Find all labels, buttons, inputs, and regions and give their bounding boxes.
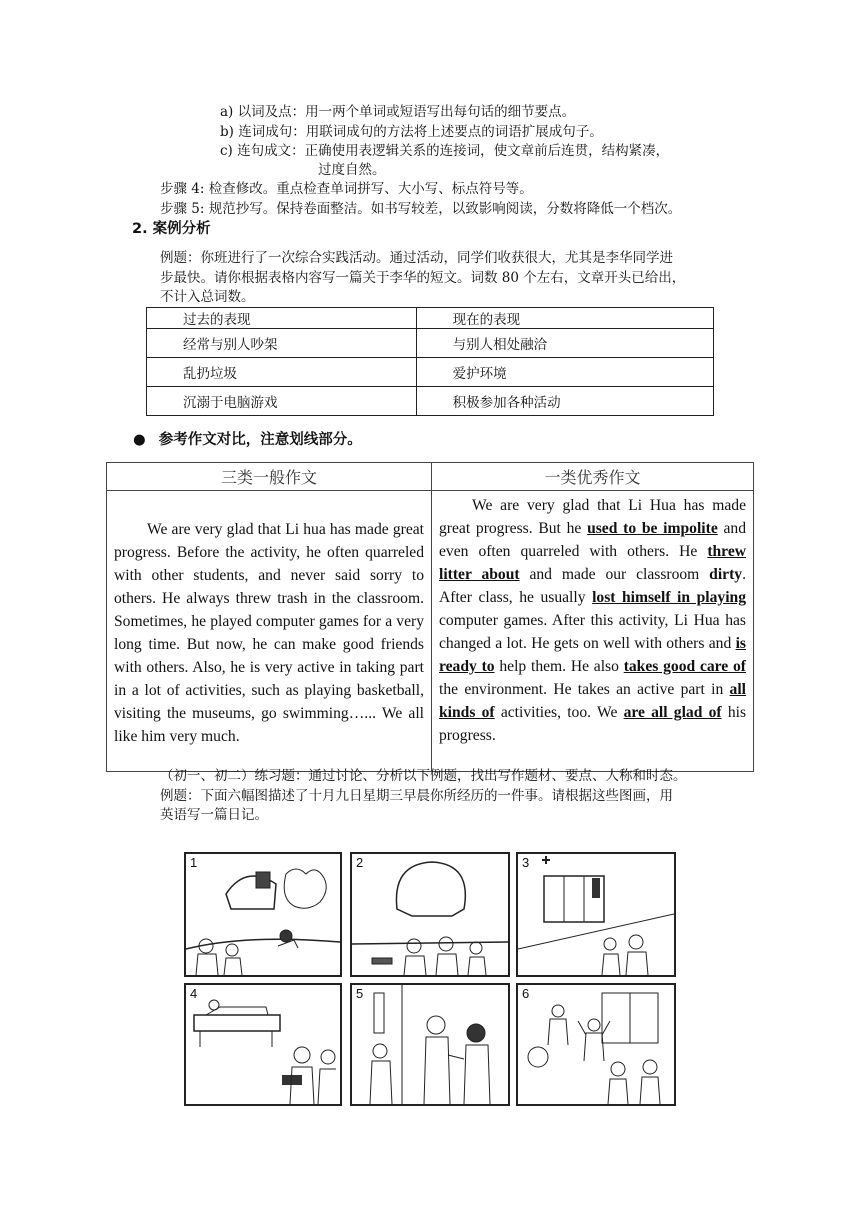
prompt-line-2: 步最快。请你根据表格内容写一篇关于李华的短文。词数 80 个左右，文章开头已给出， (160, 270, 686, 286)
panel-6-drawing (518, 985, 674, 1104)
essay-text: and made our classroom (519, 566, 710, 583)
table-cell: 沉溺于电脑游戏 (147, 387, 417, 416)
panel-5-drawing (352, 985, 508, 1104)
prompt-line-1: 例题：你班进行了一次综合实践活动。通过活动，同学们收获很大，尤其是李华同学进 (160, 250, 673, 266)
table-header-past: 过去的表现 (147, 308, 417, 329)
exercise-line-1: （初一、初二）练习题：通过讨论、分析以下例题，找出写作题材、要点、人称和时态。 (160, 768, 687, 784)
step-c-cont: 过度自然。 (318, 162, 386, 178)
panel-number: 1 (190, 855, 198, 870)
panel-number: 6 (522, 986, 530, 1001)
panel-6 (516, 983, 676, 1106)
essay-excellent (433, 492, 752, 747)
essay-table (106, 462, 754, 772)
exercise-line-3: 英语写一篇日记。 (160, 807, 268, 823)
essay-text: We are very glad that Li Hua has made great progress. But he (439, 497, 746, 537)
table-row (147, 329, 714, 358)
picture-panels (174, 848, 680, 1104)
step-c: c) 连句成文：正确使用表逻辑关系的连接词，使文章前后连贯，结构紧凑， (220, 143, 670, 159)
table-cell: 乱扔垃圾 (147, 358, 417, 387)
underlined-phrase: lost himself in playing (592, 589, 746, 606)
panel-2-drawing (352, 854, 508, 975)
table-cell: 积极参加各种活动 (416, 387, 713, 416)
essay-text: computer games. After this activity, Li Hua has changed a lot. He gets on well with others and (439, 612, 746, 652)
panel-4 (184, 983, 342, 1106)
step-4: 步骤 4: 检查修改。重点检查单词拼写、大小写、标点符号等。 (160, 181, 533, 197)
essay-text: and even often quarreled with others. He (439, 520, 746, 560)
panel-2 (350, 852, 510, 977)
essay-text: help them. He also (494, 658, 624, 675)
table-row (147, 387, 714, 416)
essay-ordinary-text: We are very glad that Li hua has made great progress. Before the activity, he often quarreled with other students, and never said sorry to others. He always threw trash in the classroom. Sometimes, he played computer games for a very long time. But now, he can make good friends with others. Also, he is very active in taking part in a lot of activities, such as playing basketball, visiting the museums, go swimming…... We all like him very much. (114, 521, 424, 745)
step-5: 步骤 5: 规范抄写。保持卷面整洁。如书写较差，以致影响阅读，分数将降低一个档次。 (160, 201, 682, 217)
essay-ordinary (108, 514, 430, 748)
essay-excellent-cell (432, 491, 754, 772)
essay-text: the environment. He takes an active part in (439, 681, 730, 698)
essay-text: activities, too. We (494, 704, 624, 721)
panel-number: 4 (190, 986, 198, 1001)
panel-1 (184, 852, 342, 977)
panel-number: 5 (356, 986, 364, 1001)
prompt-line-3: 不计入总词数。 (160, 289, 255, 305)
table-header-now: 现在的表现 (416, 308, 713, 329)
panel-5 (350, 983, 510, 1106)
panel-3-drawing (518, 854, 674, 975)
panel-number: 2 (356, 855, 364, 870)
panel-1-drawing (186, 854, 340, 975)
essay-header-excellent: 一类优秀作文 (432, 463, 754, 491)
underlined-phrase: used to be impolite (587, 520, 718, 537)
comparison-table (146, 307, 714, 416)
bold-word: dirty (709, 566, 743, 583)
table-cell: 爱护环境 (416, 358, 713, 387)
bullet-icon: ● (133, 432, 146, 448)
essay-text: his progress. (439, 704, 747, 744)
table-cell: 经常与别人吵架 (147, 329, 417, 358)
section-title: 2. 案例分析 (132, 221, 211, 237)
underlined-phrase: are all glad of (623, 704, 722, 721)
essay-header-ordinary: 三类一般作文 (107, 463, 432, 491)
essay-text: . After class, he usually (439, 566, 746, 606)
bullet-text: 参考作文对比，注意划线部分。 (158, 432, 362, 448)
underlined-phrase: all kinds of (439, 681, 746, 721)
step-a: a) 以词及点：用一两个单词或短语写出每句话的细节要点。 (220, 104, 576, 120)
bullet-heading (133, 432, 362, 449)
exercise-line-2: 例题：下面六幅图描述了十月九日星期三早晨你所经历的一件事。请根据这些图画，用 (160, 788, 673, 804)
panel-4-drawing (186, 985, 340, 1104)
table-cell: 与别人相处融洽 (416, 329, 713, 358)
panel-3 (516, 852, 676, 977)
panel-number: 3 (522, 855, 530, 870)
table-header-row (147, 308, 714, 329)
table-row (147, 358, 714, 387)
underlined-phrase: is ready to (439, 635, 746, 675)
step-b: b) 连词成句：用联词成句的方法将上述要点的词语扩展成句子。 (220, 124, 603, 140)
underlined-phrase: threw litter about (439, 543, 746, 583)
underlined-phrase: takes good care of (623, 658, 746, 675)
essay-ordinary-cell (107, 491, 432, 772)
